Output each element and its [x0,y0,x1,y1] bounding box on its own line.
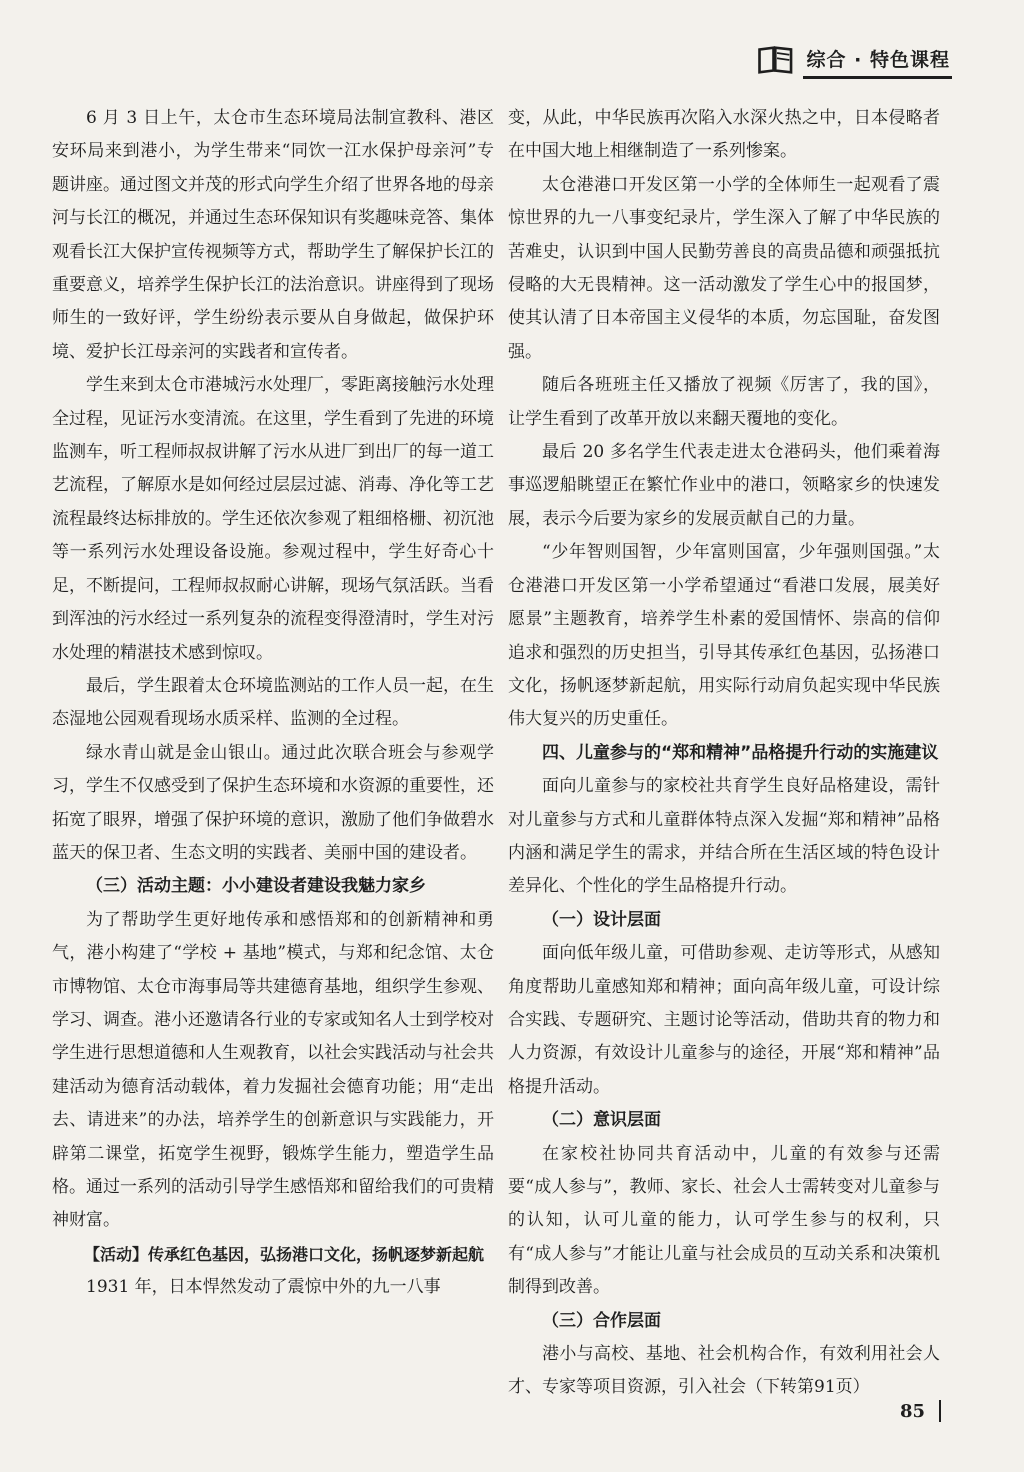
paragraph: 学生来到太仓市港城污水处理厂，零距离接触污水处理全过程，见证污水变清流。在这里，学生看到了先进的环境监测车，听工程师叔叔讲解了污水从进厂到出厂的每一道工艺流程，了解原水是如何经过层层过滤、消毒、净化等工艺流程最终达标排放的。学生还依次参观了粗细格栅、初沉池等一系列污水处理设备设施。参观过程中，学生好奇心十足，不断提问，工程师叔叔耐心讲解，现场气氛活跃。当看到浑浊的污水经过一系列复杂的流程变得澄清时，学生对污水处理的精湛技术感到惊叹。 [52,375,494,663]
paragraph: 面向低年级儿童，可借助参观、走访等形式，从感知角度帮助儿童感知郑和精神；面向高年级儿童，可设计综合实践、专题研究、主题讨论等活动，借助共育的物力和人力资源，有效设计儿童参与的途径，开展“郑和精神”品格提升活动。 [508,943,940,1097]
paragraph: 6 月 3 日上午，太仓市生态环境局法制宣教科、港区安环局来到港小，为学生带来“同饮一江水保护母亲河”专题讲座。通过图文并茂的形式向学生介绍了世界各地的母亲河与长江的概况，并通过生态环保知识有奖趣味竞答、集体观看长江大保护宣传视频等方式，帮助学生了解保护长江的重要意义，培养学生保护长江的法治意识。讲座得到了现场师生的一致好评，学生纷纷表示要从自身做起，做保护环境、爱护长江母亲河的实践者和宣传者。 [52,108,494,362]
page-number [900,1400,941,1422]
activity-heading: 【活动】传承红色基因，弘扬港口文化，扬帆逐梦新起航 [84,1244,485,1264]
section-tag: 综合 · 特色课程 [803,41,952,79]
paragraph: 随后各班班主任又播放了视频《厉害了，我的国》，让学生看到了改革开放以来翻天覆地的变化。 [508,375,940,429]
page-number-text: 85 [900,1400,926,1422]
paragraph: 绿水青山就是金山银山。通过此次联合班会与参观学习，学生不仅感受到了保护生态环境和水资源的重要性，还拓宽了眼界，增强了保护环境的意识，激励了他们争做碧水蓝天的保卫者、生态文明的实践者、美丽中国的建设者。 [52,742,494,863]
paragraph: 最后 20 多名学生代表走进太仓港码头，他们乘着海事巡逻船眺望正在繁忙作业中的港口，领略家乡的快速发展，表示今后要为家乡的发展贡献自己的力量。 [508,442,940,529]
paragraph: 最后，学生跟着太仓环境监测站的工作人员一起，在生态湿地公园观看现场水质采样、监测的全过程。 [52,675,494,730]
subsection-heading: （二）意识层面 [542,1110,661,1131]
paragraph: “少年智则国智，少年富则国富，少年强则国强。”太仓港港口开发区第一小学希望通过“看港口发展，展美好愿景”主题教育，培养学生朴素的爱国情怀、崇高的信仰追求和强烈的历史担当，引导其传承红色基因，弘扬港口文化，扬帆逐梦新起航，用实际行动肩负起实现中华民族伟大复兴的历史重任。 [508,542,940,730]
open-book-icon [756,42,795,78]
paragraph: 在家校社协同共育活动中，儿童的有效参与还需要“成人参与”，教师、家长、社会人士需转变对儿童参与的认知，认可儿童的能力，认可学生参与的权利，只有“成人参与”才能让儿童与社会成员的互动关系和决策机制得到改善。 [508,1143,940,1298]
page-number-bar [939,1400,941,1422]
subsection-heading: （三）合作层面 [542,1310,661,1331]
running-header [756,38,952,82]
paragraph: 太仓港港口开发区第一小学的全体师生一起观看了震惊世界的九一八事变纪录片，学生深入了解了中华民族的苦难史，认识到中国人民勤劳善良的高贵品德和顽强抵抗侵略的大无畏精神。这一活动激发了学生心中的报国梦，使其认清了日本帝国主义侵华的本质，勿忘国耻，奋发图强。 [508,174,940,362]
left-column [52,102,494,1305]
paragraph: 1931 年，日本悍然发动了震惊中外的九一八事 [86,1277,441,1298]
section-heading: 四、儿童参与的“郑和精神”品格提升行动的实施建议 [542,742,939,763]
subsection-heading: （一）设计层面 [542,909,661,930]
section-heading: （三）活动主题：小小建设者建设我魅力家乡 [86,876,426,897]
paragraph: 变，从此，中华民族再次陷入水深火热之中，日本侵略者在中国大地上相继制造了一系列惨案。 [508,108,940,162]
paragraph: 港小与高校、基地、社会机构合作，有效利用社会人才、专家等项目资源，引入社会（下转第91页） [508,1344,940,1398]
right-column [508,102,940,1405]
paragraph: 面向儿童参与的家校社共育学生良好品格建设，需针对儿童参与方式和儿童群体特点深入发掘“郑和精神”品格内涵和满足学生的需求，并结合所在生活区域的特色设计差异化、个性化的学生品格提升行动。 [508,776,940,897]
paragraph: 为了帮助学生更好地传承和感悟郑和的创新精神和勇气，港小构建了“学校 + 基地”模式，与郑和纪念馆、太仓市博物馆、太仓市海事局等共建德育基地，组织学生参观、学习、调查。港小还邀请各行业的专家或知名人士到学校对学生进行思想道德和人生观教育，以社会实践活动与社会共建活动为德育活动载体，着力发掘社会德育功能；用“走出去、请进来”的办法，培养学生的创新意识与实践能力，开辟第二课堂，拓宽学生视野，锻炼学生能力，塑造学生品格。通过一系列的活动引导学生感悟郑和留给我们的可贵精神财富。 [52,909,494,1231]
